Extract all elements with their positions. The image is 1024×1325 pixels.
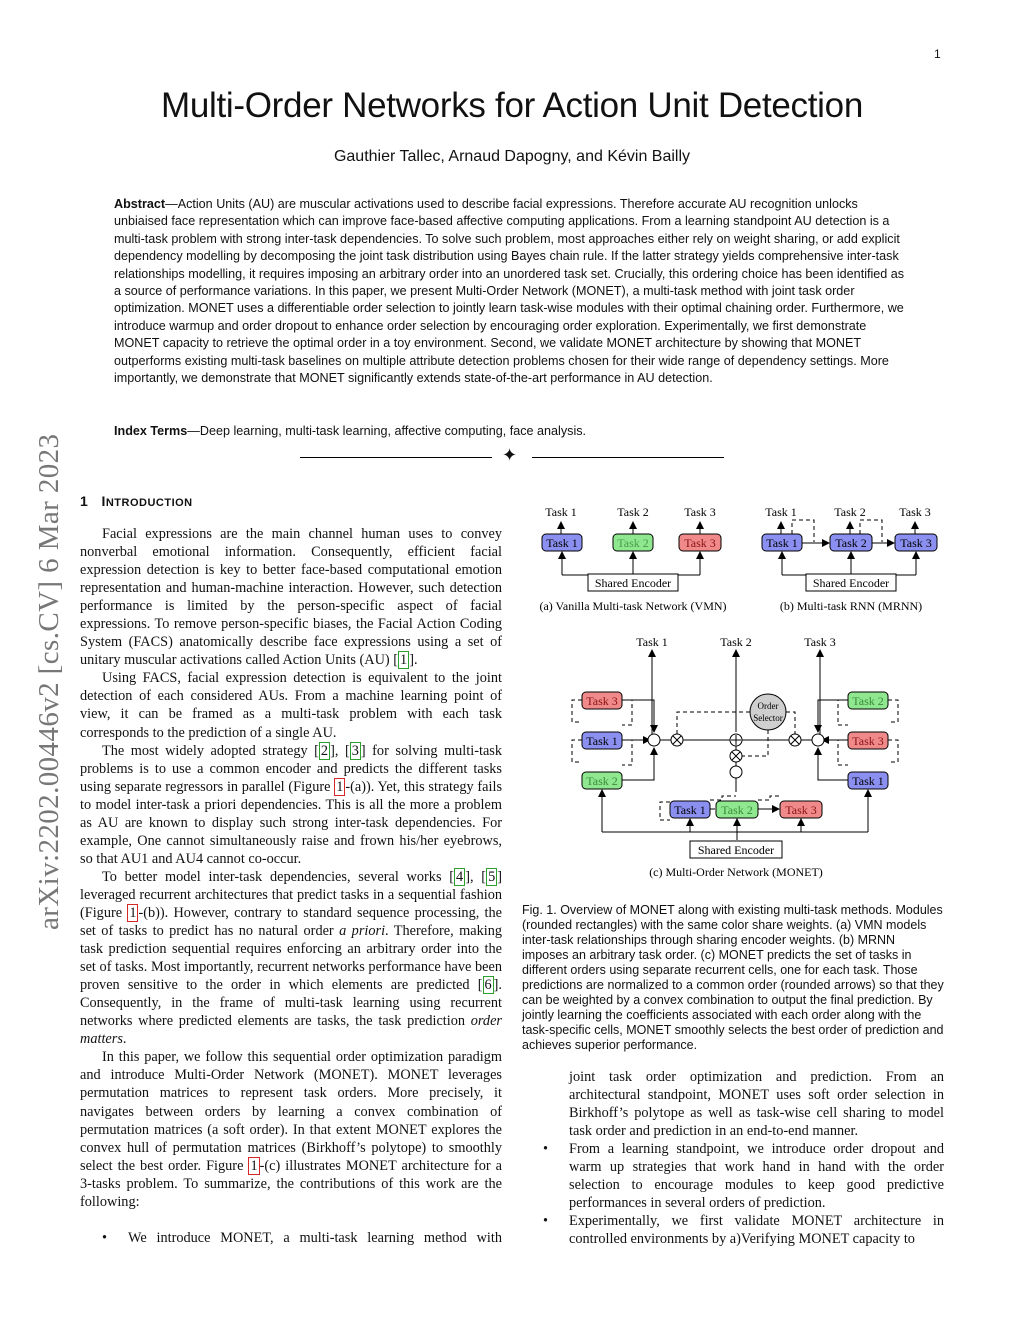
monet-left-module-mid: Task 1 <box>586 734 618 748</box>
index-terms-label: Index Terms <box>114 424 188 438</box>
mrnn-task2-module: Task 2 <box>835 536 867 550</box>
paragraph: Using FACS, facial expression detection is equivalent to the joint detection of each considered AUs. From a machine learning point of view, it can be framed as a multi-task problem with each task corresponds to the prediction of a single AU. <box>80 670 502 741</box>
vmn-caption: (a) Vanilla Multi-task Network (VMN) <box>539 599 727 613</box>
bullet-icon: • <box>543 1213 549 1230</box>
index-terms-text: —Deep learning, multi-task learning, affective computing, face analysis. <box>187 424 587 438</box>
mrnn-diagram <box>762 505 937 613</box>
contribution-bullet: • Experimentally, we first validate MONET architecture in controlled environments by a)Verifying MONET capacity to <box>543 1213 944 1248</box>
vmn-task1-module: Task 1 <box>546 536 578 550</box>
intro-left-column <box>80 525 502 1211</box>
monet-out-task3: Task 3 <box>804 635 836 649</box>
citation-link[interactable]: 3 <box>351 742 359 759</box>
vmn-diagram <box>539 505 726 613</box>
section-title-rest: NTRODUCTION <box>105 497 193 509</box>
monet-left-module-bot: Task 2 <box>586 774 618 788</box>
arxiv-stamp: arXiv:2202.00446v2 [cs.CV] 6 Mar 2023 <box>33 433 65 930</box>
monet-mid-module-1: Task 1 <box>674 803 706 817</box>
monet-out-task2: Task 2 <box>720 635 752 649</box>
paragraph: To better model inter-task dependencies, several works [ 4 ], [ 5 ] leveraged recurrent architectures that predict tasks in a sequential fashion (Figure 1 -(b)). However, contrary to standard sequence processing, the set of tasks to predict has no natural order a priori. Therefore, making task prediction sequential requires enforcing an arbitrary order into the set of tasks. Most importantly, recurrent networks performance have been proven sensitive to the order in which elements are predicted [ 6 ]. Consequently, in the frame of multi-task learning using recurrent networks where predicted elements are tasks, the task prediction order matters. <box>80 868 502 1048</box>
abstract <box>114 196 914 387</box>
section-heading <box>80 493 193 509</box>
mrnn-task1-module: Task 1 <box>766 536 798 550</box>
monet-out-task1: Task 1 <box>636 635 668 649</box>
monet-caption: (c) Multi-Order Network (MONET) <box>649 865 823 879</box>
bullet-icon: • <box>543 1141 549 1158</box>
order-selector-line2: Selector <box>753 713 783 723</box>
page-number: 1 <box>934 47 941 61</box>
figure-caption: Fig. 1. Overview of MONET along with existing multi-task methods. Modules (rounded rectangles) with the same color share weights. (a) VMN models inter-task relationships through sharing encoder weights. (b) MRNN imposes an arbitrary task order. (c) MONET predicts the set of tasks in different orders using separate recurrent cells, one for each task. Those predictions are normalized to a common order (rounded arrows) so that they can be weighted by a convex combination to output the final prediction. By jointly learning the coefficients associated with each order along with the task-specific cells, MONET smoothly selects the best order of prediction and achieves superior performance. <box>522 903 944 1053</box>
index-terms <box>114 423 914 440</box>
section-divider <box>300 445 724 468</box>
mrnn-task3-module: Task 3 <box>900 536 932 550</box>
contribution-bullet: • From a learning standpoint, we introduce order dropout and warm up strategies that work hand in hand with the order selection to encourage modules to keep good predictive performances in several orders of prediction. <box>543 1141 944 1212</box>
citation-link[interactable]: 4 <box>456 868 464 885</box>
mrnn-label-task2: Task 2 <box>834 505 866 519</box>
citation-link[interactable]: 1 <box>400 652 408 669</box>
monet-right-module-mid: Task 3 <box>852 734 884 748</box>
paper-title: Multi-Order Networks for Action Unit Detection <box>161 86 863 125</box>
figure-link[interactable]: 1 <box>129 904 137 921</box>
vmn-label-task3: Task 3 <box>684 505 716 519</box>
paper-authors: Gauthier Tallec, Arnaud Dapogny, and Kévin Bailly <box>333 148 691 165</box>
figure-link[interactable]: 1 <box>336 778 344 795</box>
citation-link[interactable]: 6 <box>484 977 492 994</box>
mrnn-label-task3: Task 3 <box>899 505 931 519</box>
paragraph: In this paper, we follow this sequential order optimization paradigm and introduce Multi-Order Network (MONET). MONET leverages permutation matrices to represent task orders. More precisely, it navigates between orders by learning a convex combination of permutation matrices (a soft order). In that extent MONET explores the convex hull of permutation matrices (Birkhoff’s polytope) to smoothly select the best order. Figure 1 -(c) illustrates MONET architecture for a 3-tasks problem. To summarize, the contributions of this work are the following: <box>80 1049 502 1210</box>
order-selector-line1: Order <box>757 701 779 711</box>
mrnn-caption: (b) Multi-task RNN (MRNN) <box>779 599 923 613</box>
bullet-text: We introduce MONET, a multi-task learning method with <box>128 1230 502 1246</box>
vmn-task3-module: Task 3 <box>684 536 716 550</box>
section-title-first: I <box>101 493 106 509</box>
monet-mid-module-3: Task 3 <box>785 803 817 817</box>
vmn-task2-module: Task 2 <box>617 536 649 550</box>
vmn-shared-encoder: Shared Encoder <box>594 576 672 590</box>
monet-left-module-top: Task 3 <box>586 694 618 708</box>
mrnn-shared-encoder: Shared Encoder <box>812 576 890 590</box>
bullet-continuation: joint task order optimization and prediction. From an architectural standpoint, MONET uses soft order selection in Birkhoff’s polytope as well as task-wise cell sharing to model task order and prediction in an end-to-end manner. <box>569 1069 944 1140</box>
monet-mid-module-2: Task 2 <box>721 803 753 817</box>
vmn-label-task1: Task 1 <box>545 505 577 519</box>
citation-link[interactable]: 5 <box>488 868 496 885</box>
intro-right-column <box>543 1068 944 1248</box>
mrnn-label-task1: Task 1 <box>765 505 797 519</box>
figure-1 <box>522 500 952 885</box>
monet-right-module-bot: Task 1 <box>852 774 884 788</box>
paragraph: The most widely adopted strategy [ 2 ], [ 3 ] for solving multi-task problems is to use a common encoder and predicts the different tasks using separate regressors in parallel (Figure 1 -(a)). Yet, this strategy fails to model inter-task a priori dependencies. This is all the more a problem as AU are known to display such strong inter-task dependencies. For example, One cannot simultaneously raise and frown his/her eyebrows, so that AU1 and AU4 cannot co-occur. <box>80 742 503 867</box>
abstract-label: Abstract <box>114 197 166 211</box>
monet-shared-encoder: Shared Encoder <box>697 843 775 857</box>
vmn-label-task2: Task 2 <box>617 505 649 519</box>
section-number: 1 <box>80 493 89 509</box>
monet-right-module-top: Task 2 <box>852 694 884 708</box>
figure-link[interactable]: 1 <box>250 1157 258 1174</box>
monet-diagram <box>572 635 898 879</box>
citation-link[interactable]: 2 <box>320 742 329 759</box>
divider-star-icon: ✦ <box>502 445 518 465</box>
paragraph: Facial expressions are the main channel human uses to convey nonverbal emotional information. Consequently, efficient facial expression detection is key to better face-based computational emotion representation and human-machine interaction. However, such detection performance is limited by the person-specific aspect of facial expressions. To remove person-specific biases, the Facial Action Coding System (FACS) anatomically describe face expressions using a set of unitary muscular activations called Action Units (AU) [ 1 ]. <box>80 526 502 669</box>
abstract-text: —Action Units (AU) are muscular activations used to describe facial expressions. Therefore accurate AU recognition unlocks unbiaised face representation which can improve face-based affective computing applications. From a learning standpoint AU detection is a multi-task problem with strong inter-task dependencies. To solve such problem, most approaches either rely on weight sharing, or add explicit dependency modelling by decomposing the joint task distribution using Bayes chain rule. If the latter strategy yields comprehensive inter-task relationships modelling, it requires imposing an arbitrary order into an unordered task set. Crucially, this ordering choice has been identified as a source of performance variations. In this paper, we present Multi-Order Network (MONET), a multi-task method with joint task order optimization. MONET uses a differentiable order selection to jointly learn task-wise modules with their optimal chaining order. Furthermore, we introduce warmup and order dropout to enhance order selection by encouraging order exploration. Experimentally, we first demonstrate MONET capacity to retrieve the optimal order in a toy environment. Second, we validate MONET architecture by showing that MONET outperforms existing multi-task baselines on multiple attribute detection problems chosen for their wide range of dependency settings. More importantly, we demonstrate that MONET significantly extends state-of-the-art performance in AU detection. <box>114 197 905 386</box>
bullet-icon: • <box>102 1230 108 1246</box>
